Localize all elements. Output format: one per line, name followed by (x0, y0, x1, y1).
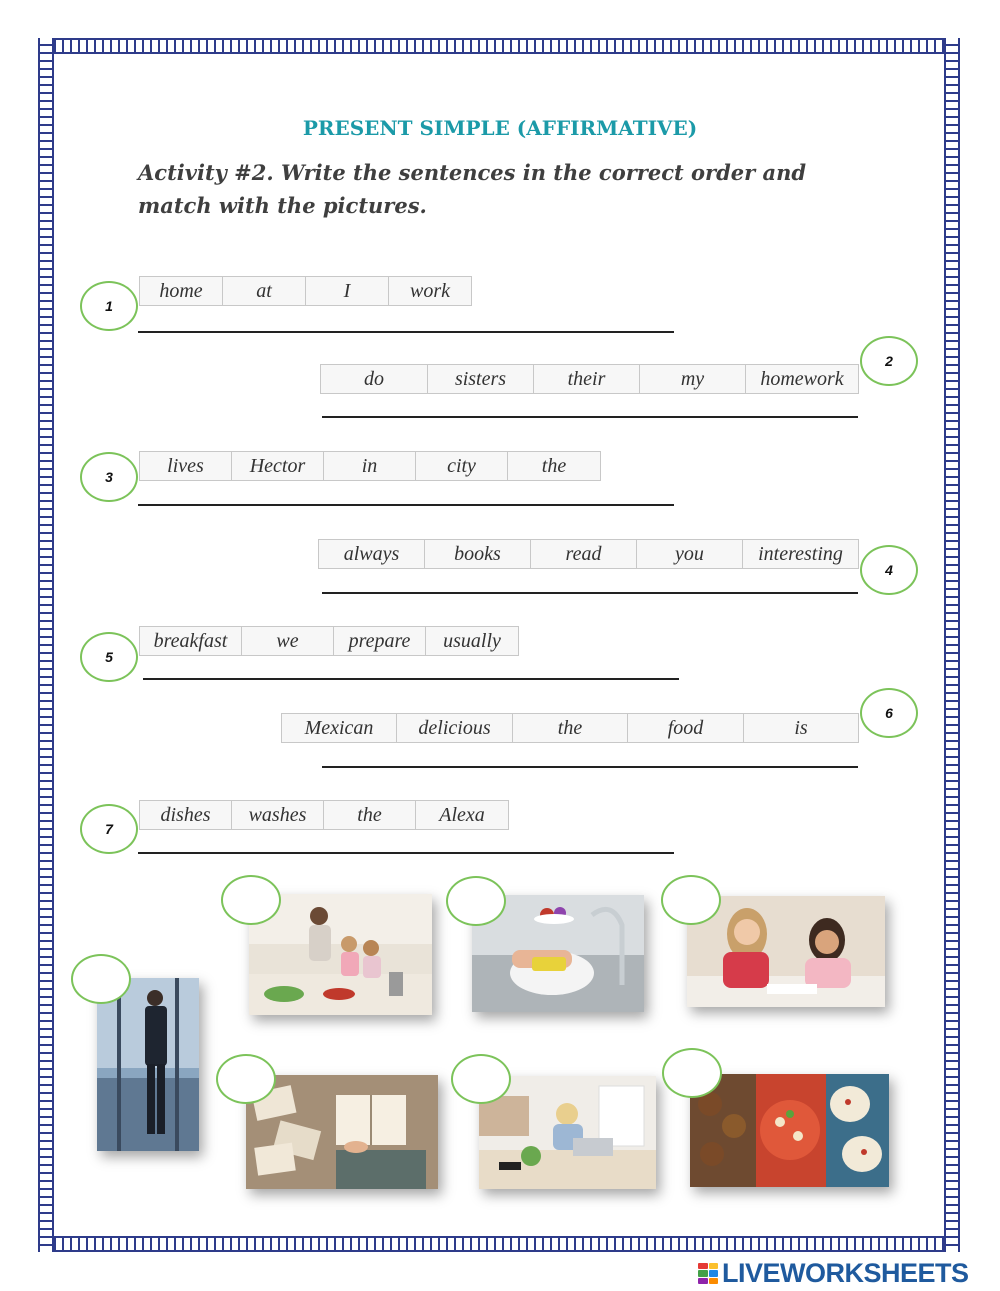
instructions: Activity #2. Write the sentences in the correct order and match with the pictures. (138, 160, 807, 218)
liveworksheets-logo-icon (698, 1263, 718, 1285)
word-tile[interactable]: lives (140, 452, 232, 480)
word-tile[interactable]: home (140, 277, 223, 305)
word-tile[interactable]: dishes (140, 801, 232, 829)
match-circle-3[interactable] (446, 876, 506, 926)
exercise-number-7: 7 (80, 804, 138, 854)
word-bank-2 (320, 364, 859, 394)
word-tile[interactable]: the (508, 452, 601, 480)
word-tile[interactable]: their (534, 365, 640, 393)
word-bank-7 (139, 800, 509, 830)
mexican-food-photo (690, 1074, 889, 1187)
word-tile[interactable]: do (321, 365, 428, 393)
word-tile[interactable]: I (306, 277, 389, 305)
word-tile[interactable]: washes (232, 801, 324, 829)
match-circle-2[interactable] (221, 875, 281, 925)
word-tile[interactable]: breakfast (140, 627, 242, 655)
reading-books-photo (246, 1075, 438, 1189)
word-tile[interactable]: food (628, 714, 744, 742)
match-circle-5[interactable] (216, 1054, 276, 1104)
word-tile[interactable]: usually (426, 627, 519, 655)
word-tile[interactable]: my (640, 365, 746, 393)
word-tile[interactable]: city (416, 452, 508, 480)
exercise-number-5: 5 (80, 632, 138, 682)
word-tile[interactable]: we (242, 627, 334, 655)
exercise-number-4: 4 (860, 545, 918, 595)
word-tile[interactable]: in (324, 452, 416, 480)
exercise-number-1: 1 (80, 281, 138, 331)
exercise-number-6: 6 (860, 688, 918, 738)
word-tile[interactable]: work (389, 277, 472, 305)
liveworksheets-logo (698, 1258, 969, 1289)
answer-line-3[interactable] (138, 504, 674, 506)
exercise-number-2: 2 (860, 336, 918, 386)
liveworksheets-brand: LIVEWORKSHEETS (722, 1258, 969, 1288)
word-bank-5 (139, 626, 519, 656)
word-tile[interactable]: delicious (397, 714, 513, 742)
answer-line-2[interactable] (322, 416, 858, 418)
answer-line-7[interactable] (138, 852, 674, 854)
page-border-left (38, 38, 54, 1252)
word-tile[interactable]: the (513, 714, 628, 742)
match-circle-6[interactable] (451, 1054, 511, 1104)
word-bank-3 (139, 451, 601, 481)
exercise-number-3: 3 (80, 452, 138, 502)
word-tile[interactable]: prepare (334, 627, 426, 655)
word-tile[interactable]: sisters (428, 365, 534, 393)
word-tile[interactable]: read (531, 540, 637, 568)
word-bank-1 (139, 276, 472, 306)
man-window-photo (97, 978, 199, 1151)
page-border-bottom (38, 1236, 960, 1252)
word-tile[interactable]: is (744, 714, 859, 742)
word-tile[interactable]: interesting (743, 540, 859, 568)
match-circle-4[interactable] (661, 875, 721, 925)
answer-line-6[interactable] (322, 766, 858, 768)
page-border-top (38, 38, 960, 54)
match-circle-7[interactable] (662, 1048, 722, 1098)
word-tile[interactable]: homework (746, 365, 859, 393)
page-border-right (944, 38, 960, 1252)
word-tile[interactable]: Mexican (282, 714, 397, 742)
answer-line-5[interactable] (143, 678, 679, 680)
word-tile[interactable]: Alexa (416, 801, 509, 829)
word-tile[interactable]: at (223, 277, 306, 305)
worksheet-title: PRESENT SIMPLE (AFFIRMATIVE) (302, 116, 698, 140)
word-bank-6 (281, 713, 859, 743)
word-tile[interactable]: you (637, 540, 743, 568)
answer-line-1[interactable] (138, 331, 674, 333)
word-tile[interactable]: Hector (232, 452, 324, 480)
word-tile[interactable]: books (425, 540, 531, 568)
match-circle-1[interactable] (71, 954, 131, 1004)
word-tile[interactable]: the (324, 801, 416, 829)
word-tile[interactable]: always (319, 540, 425, 568)
answer-line-4[interactable] (322, 592, 858, 594)
word-bank-4 (318, 539, 859, 569)
